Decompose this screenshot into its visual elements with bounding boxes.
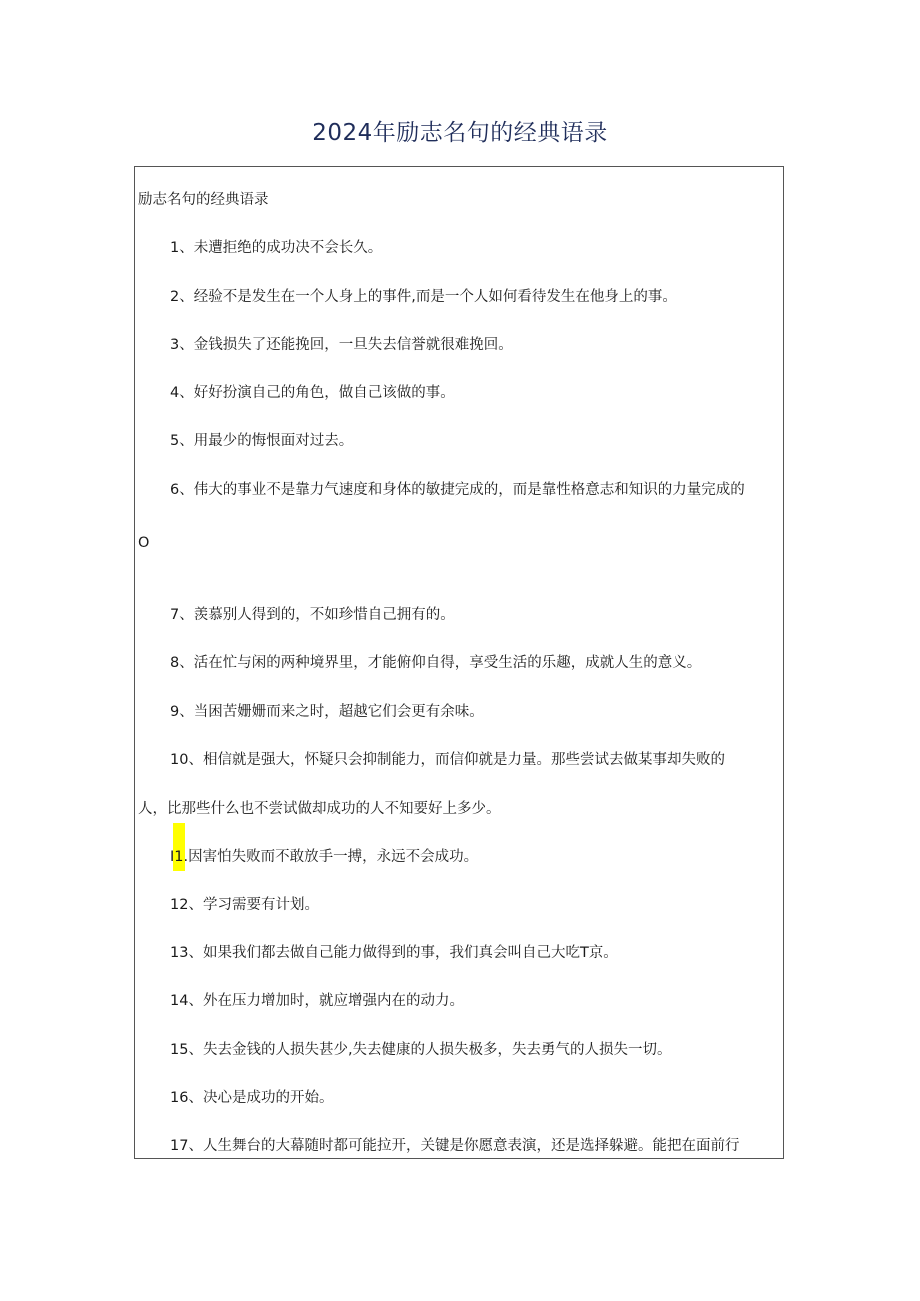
document-frame <box>134 166 784 1159</box>
quote-line: 人，比那些什么也不尝试做却成功的人不知要好上多少。 <box>138 801 501 817</box>
page-title: 2024年励志名句的经典语录 <box>312 120 608 146</box>
section-heading: 励志名句的经典语录 <box>138 192 269 208</box>
quote-line: 8、活在忙与闲的两种境界里，才能俯仰自得，享受生活的乐趣，成就人生的意义。 <box>170 655 702 671</box>
quote-line: O <box>138 535 150 551</box>
quote-line: 17、人生舞台的大幕随时都可能拉开，关键是你愿意表演，还是选择躲避。能把在面前行 <box>170 1138 740 1154</box>
quote-line: 13、如果我们都去做自己能力做得到的事，我们真会叫自己大吃T京。 <box>170 945 618 961</box>
quote-line: 15、失去金钱的人损失甚少,失去健康的人损失极多，失去勇气的人损失一切。 <box>170 1042 672 1058</box>
quote-line: 7、羡慕别人得到的，不如珍惜自己拥有的。 <box>170 607 455 623</box>
quote-line: 16、决心是成功的开始。 <box>170 1090 334 1106</box>
quote-line: I1.因害怕失败而不敢放手一搏，永远不会成功。 <box>170 849 479 865</box>
quote-line: 4、好好扮演自己的角色，做自己该做的事。 <box>170 385 455 401</box>
quote-line: 9、当困苦姗姗而来之时，超越它们会更有余味。 <box>170 704 484 720</box>
quote-line: 1、未遭拒绝的成功决不会长久。 <box>170 240 383 256</box>
quote-line: 6、伟大的事业不是靠力气速度和身体的敏捷完成的，而是靠性格意志和知识的力量完成的 <box>170 482 745 498</box>
quote-line: 14、外在压力增加时，就应增强内在的动力。 <box>170 993 464 1009</box>
quote-line: 2、经验不是发生在一个人身上的事件,而是一个人如何看待发生在他身上的事。 <box>170 289 677 305</box>
quote-line: 10、相信就是强大，怀疑只会抑制能力，而信仰就是力量。那些尝试去做某事却失败的 <box>170 752 725 768</box>
quote-line: 5、用最少的悔恨面对过去。 <box>170 433 354 449</box>
quote-line: 12、学习需要有计划。 <box>170 897 319 913</box>
quote-line: 3、金钱损失了还能挽回，一旦失去信誉就很难挽回。 <box>170 337 513 353</box>
